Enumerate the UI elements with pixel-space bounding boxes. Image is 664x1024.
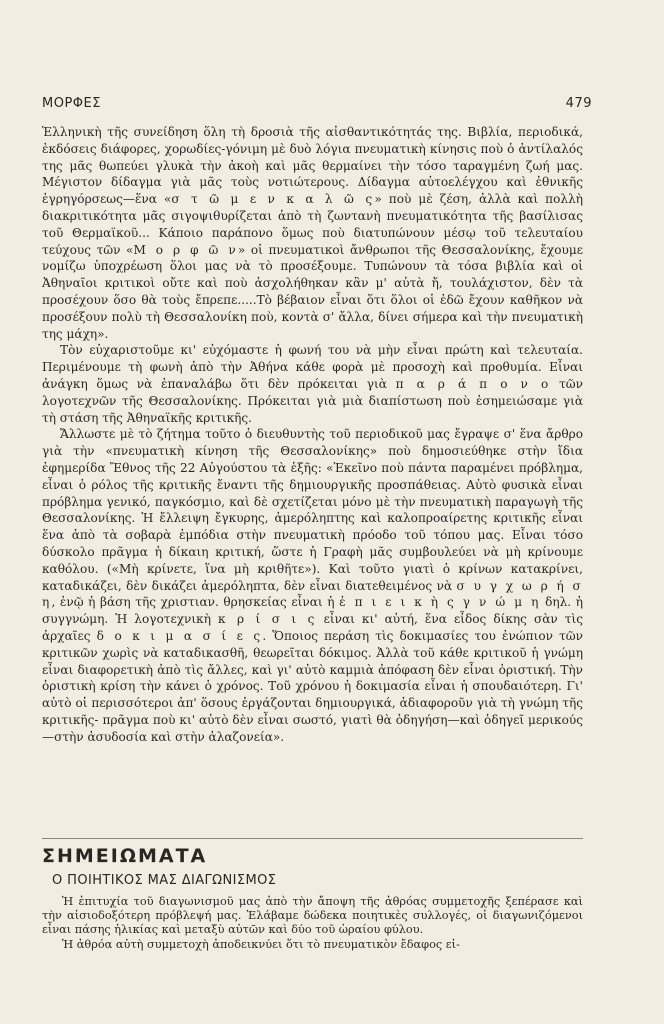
running-title: ΜΟΡΦΕΣ xyxy=(42,96,101,111)
section-divider xyxy=(42,838,583,839)
text-run: » ποὺ μὲ ζέση, ἀλλὰ καὶ πολλὴ διακριτικότητα μᾶς σιγοψιθυρίζεται ἀπὸ τὴ ζωντανὴ πνευματικότητα τῆς βασίλισας τοῦ Θερμαϊκοῦ... Κάποιο παράπονο ὅμως ποὺ διατυπώνουν μέσῳ τοῦ τελευταίου τεύχους τῶν « xyxy=(42,192,583,257)
notes-body xyxy=(42,895,583,952)
page-header xyxy=(42,96,592,111)
article-body xyxy=(42,124,583,745)
spaced-text: δ ο κ ι μ α σ ί ε ς xyxy=(96,628,263,643)
spaced-text: κ ρ ί σ ι ς xyxy=(217,612,317,627)
text-run: Ἑλληνικὴ τῆς συνείδηση ὅλη τὴ δροσιὰ τῆς αἰσθαντικότητάς της. Βιβλία, περιοδικά, ἐκδόσεις διάφορες, χορωδίες-γόνιμη μὲ δυὸ λόγια πνευματικὴ κίνησις ποὺ ὁ ἀντίλαλός της μᾶς θωπεύει γλυκὰ τὴν ἀκοὴ καὶ μᾶς θερμαίνει τὴν τόσο ταραγμένη ζωή μας. Μέγιστον δίδαγμα γιὰ μᾶς τοὺς νοτιώτερους. Δίδαγμα αὐτοελέγχου καὶ ἐθνικῆς ἐγρηγόρσεως—ἕνα « xyxy=(42,125,583,207)
text-run: τῶν λογοτεχνῶν τῆς Θεσσαλονίκης. Πρόκειται γιὰ μιὰ διαπίστωση ποὺ ἐσημειώσαμε γιὰ τὴ στάση τῆς Ἀθηναϊκῆς κριτικῆς. xyxy=(42,376,583,425)
text-run: Τὸν εὐχαριστοῦμε κι' εὐχόμαστε ἡ φωνή του νὰ μὴν εἶναι πρώτη καὶ τελευταία. Περιμένουμε τὴ φωνὴ ἀπὸ τὴν Ἀθήνα κάθε φορὰ μὲ προσοχὴ καὶ προθυμία. Εἶναι ἀνάγκη ὅμως νὰ ἐπαναλάβω ὅτι δὲν πρόκειται γιὰ xyxy=(42,343,583,391)
spaced-text: σ υ γ χ ω ρ ή σ η xyxy=(42,578,583,610)
spaced-text: π α ρ ά π ο ν ο xyxy=(395,376,551,391)
paragraph-1 xyxy=(42,124,583,342)
spaced-text: Μ ο ρ φ ῶ ν xyxy=(133,242,238,257)
subsection-title: Ο ΠΟΙΗΤΙΚΟΣ ΜΑΣ ΔΙΑΓΩΝΙΣΜΟΣ xyxy=(52,873,277,888)
paragraph-2 xyxy=(42,342,583,426)
text-run: εἶναι κι' αὐτή, ἕνα εἶδος δίκης σὰν τὶς ἀρχαῖες xyxy=(42,612,583,643)
text-run: Ἄλλωστε μὲ τὸ ζήτημα τοῦτο ὁ διευθυντὴς τοῦ περιοδικοῦ μας ἔγραψε σ' ἕνα ἄρθρο γιὰ τὴν «πνευματικὴ κίνηση τῆς Θεσσαλονίκης» ποὺ δημοσιεύθηκε στὴν ἴδια ἐφημερίδα Ἔθνος τῆς 22 Αὐγούστου τὰ ἑξῆς: «Ἐκεῖνο ποὺ πάντα παραμένει πρόβλημα, εἶναι ὁ ρόλος τῆς κριτικῆς ἔναντι τῆς δημιουργικῆς προσπάθειας. Αὐτὸ φυσικὰ εἶναι πρόβλημα γενικό, παγκόσμιο, καὶ δὲ σχετίζεται μόνο μὲ τὴν πνευματικὴ παραγωγὴ τῆς Θεσσαλονίκης. Ἡ ἔλλειψη ἔγκυρης, ἀμερόληπτης καὶ καλοπροαίρετης κριτικῆς εἶναι ἕνα ἀπὸ τὰ σοβαρὰ ἐμπόδια στὴν πνευματικὴ πρόοδο τοῦ τόπου μας. Εἶναι τόσο δύσκολο πρᾶγμα ἡ δίκαιη κριτική, ὥστε ἡ Γραφὴ μᾶς συμβουλεύει νὰ μὴ κρίνουμε καθόλου. («Μὴ κρίνετε, ἵνα μὴ κριθῆτε»). Καὶ τοῦτο γιατὶ ὁ κρίνων κατακρίνει, καταδικάζει, δὲν δικάζει ἀμερόληπτα, δὲν εἶναι διατεθειμένος νὰ xyxy=(42,427,583,593)
note-paragraph-1: Ἡ ἐπιτυχία τοῦ διαγωνισμοῦ μας ἀπὸ τὴν ἄποψη τῆς ἀθρόας συμμετοχῆς ξεπέρασε καὶ τὴν αἰσιοδοξότερη πρόβλεψή μας. Ἐλάβαμε δώδεκα ποιητικὲς συλλογές, οἱ διαγωνιζόμενοι εἶναι πάσης ἡλικίας καὶ μεταξὺ αὐτῶν καὶ δύο τοῦ ὡραίου φύλου. xyxy=(42,895,583,937)
text-run: » οἱ πνευματικοὶ ἄνθρωποι τῆς Θεσσαλονίκης, ἔχουμε νομίζω ὑποχρέωση ὅλοι μας νὰ τὸ προσέξουμε. Τυπώνουν τὰ τόσα βιβλία καὶ οἱ Ἀθηναῖοι κριτικοὶ οὔτε καὶ ποὺ ἀσχολήθηκαν κἂν μ' αὐτὰ ἤ, τουλάχιστον, δὲν τὰ προσέχουν ὅσο θὰ τοὺς ἔπρεπε.....Τὸ βέβαιον εἶναι ὅτι ὅλοι οἱ ἐδῶ ἔχουν καθῆκον νὰ προσέξουν πολὺ τὴ Θεσσαλονίκη ποὺ, κοντὰ σ' ἄλλα, δίνει σήμερα καὶ τὴν πνευματικὴ της μάχη». xyxy=(42,242,583,341)
page-number: 479 xyxy=(565,96,592,111)
note-paragraph-2: Ἡ ἀθρόα αὐτὴ συμμετοχὴ ἀποδεικνύει ὅτι τὸ πνευματικὸν ἔδαφος εἰ- xyxy=(62,937,460,951)
text-run: δηλ. ἡ συγγνώμη. Ἡ λογοτεχνικὴ xyxy=(42,595,583,627)
spaced-text: ἐ π ι ε ι κ ὴ ς γ ν ώ μ η xyxy=(339,595,541,610)
spaced-text: σ τ ῶ μ ε ν κ α λ ῶ ς xyxy=(171,192,375,207)
text-run: , ἐνῷ ἡ βάση τῆς χριστιαν. θρησκείας εἶναι ἡ xyxy=(51,595,340,610)
paragraph-3 xyxy=(42,426,583,745)
section-title: ΣΗΜΕΙΩΜΑΤΑ xyxy=(42,845,208,867)
text-run: . Ὅποιος περάση τὶς δοκιμασίες του ἐνώπιον τῶν κριτικῶν χωρὶς νὰ καταδικασθῆ, θεωρεῖται δόκιμος. Ἀλλὰ τοῦ κάθε κριτικοῦ ἡ γνώμη εἶναι διαφορετικὴ ἀπὸ τὶς ἄλλες, καὶ γι' αὐτὸ καμμιὰ ἀπόφαση δὲν εἶναι ὁριστική. Τὴν ὁριστικὴ κρίση τὴν κάνει ὁ χρόνος. Τοῦ χρόνου ἡ δοκιμασία εἶναι ἡ σπουδαιότερη. Γι' αὐτὸ οἱ περισσότεροι ἀπ' ὅσους ἐργάζονται δημιουργικά, ἀδιαφοροῦν γιὰ τὴ γνώμη τῆς κριτικῆς- πρᾶγμα ποὺ κι' αὐτὸ δὲν εἶναι σωστό, γιατὶ θὰ ὁδηγήση—καὶ ὁδηγεῖ μερικούς—στὴν ἀσυδοσία καὶ στὴν ἀλαζονεία». xyxy=(42,628,584,744)
